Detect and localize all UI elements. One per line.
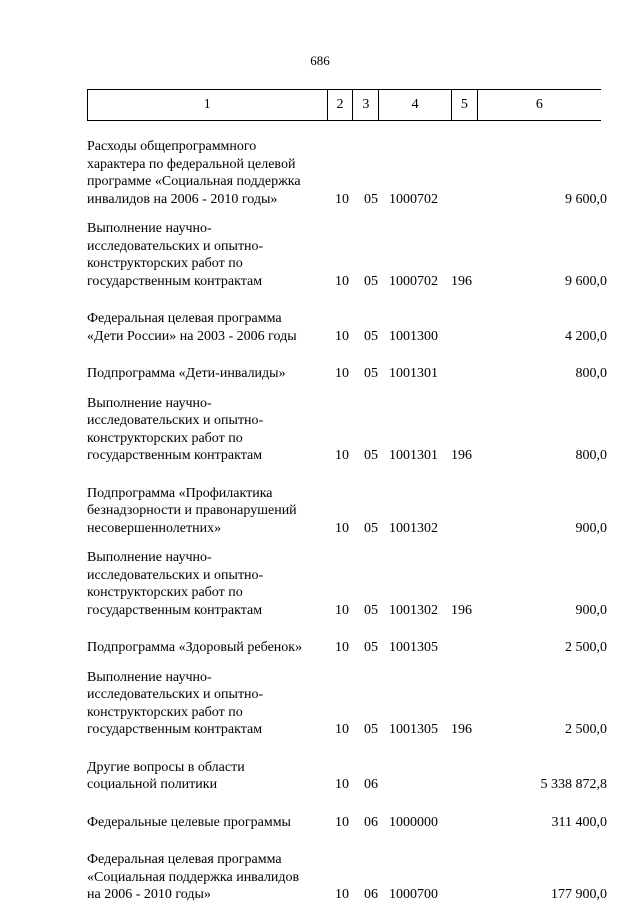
row-target-code: 1000000	[389, 814, 438, 830]
row-expense-type: 196	[451, 722, 472, 737]
row-section: 10	[335, 602, 349, 618]
row-target-code: 1001305	[389, 640, 438, 655]
row-amount: 800,0	[575, 366, 607, 381]
row-name: Федеральные целевые программы	[87, 814, 291, 830]
row-subsection: 05	[364, 191, 378, 207]
row-section: 10	[335, 273, 349, 289]
row-expense-type: 196	[451, 448, 472, 463]
row-amount: 4 200,0	[565, 328, 607, 344]
row-amount: 177 900,0	[551, 887, 607, 902]
row-name: Выполнение научно- исследовательских и опытно- конструкторских работ по государственным контрактам	[87, 550, 264, 618]
row-target-code: 1000702	[389, 273, 438, 289]
row-amount: 2 500,0	[565, 722, 607, 737]
row-subsection: 05	[364, 722, 378, 737]
row-name: Выполнение научно- исследовательских и опытно- конструкторских работ по государственным контрактам	[87, 395, 264, 463]
header-col-1: 1	[88, 90, 328, 120]
row-amount: 311 400,0	[551, 814, 607, 830]
table-row	[87, 365, 607, 383]
header-col-4: 4	[379, 90, 452, 120]
row-amount: 800,0	[575, 448, 607, 463]
row-target-code: 1000702	[389, 191, 438, 207]
table-row	[87, 549, 607, 619]
row-subsection: 06	[364, 777, 378, 792]
table-header	[87, 89, 601, 121]
row-name: Выполнение научно- исследовательских и опытно- конструкторских работ по государственным контрактам	[87, 221, 264, 289]
table-body	[87, 138, 607, 904]
row-target-code: 1001301	[389, 448, 438, 463]
row-name: Федеральная целевая программа «Социальная поддержка инвалидов на 2006 - 2010 годы»	[87, 852, 300, 902]
row-name: Расходы общепрограммного характера по федеральной целевой программе «Социальная поддержка инвалидов на 2006 - 2010 годы»	[87, 139, 301, 207]
row-section: 10	[335, 328, 349, 344]
row-subsection: 05	[364, 366, 378, 381]
header-col-6: 6	[535, 97, 543, 113]
row-name: Подпрограмма «Дети-инвалиды»	[87, 366, 286, 381]
row-subsection: 05	[364, 448, 378, 463]
row-section: 10	[335, 520, 349, 536]
row-section: 10	[335, 814, 349, 830]
table-row	[87, 220, 607, 290]
header-col-2: 2	[328, 90, 354, 120]
row-section: 10	[335, 191, 349, 207]
header-col-3: 3	[353, 90, 379, 120]
row-section: 10	[335, 887, 349, 902]
row-amount: 9 600,0	[565, 191, 607, 207]
table-row	[87, 639, 607, 657]
table-row	[87, 138, 607, 208]
row-amount: 900,0	[575, 602, 607, 618]
row-subsection: 05	[364, 273, 378, 289]
row-subsection: 05	[364, 640, 378, 655]
row-amount: 5 338 872,8	[540, 777, 607, 792]
table-row	[87, 485, 607, 538]
page-number: 686	[310, 53, 330, 68]
row-name: Подпрограмма «Здоровый ребенок»	[87, 640, 303, 655]
row-subsection: 06	[364, 814, 378, 830]
row-amount: 900,0	[575, 520, 607, 536]
row-amount: 9 600,0	[565, 273, 607, 289]
row-subsection: 05	[364, 520, 378, 536]
row-target-code: 1001302	[389, 520, 438, 536]
header-col-5: 5	[452, 90, 478, 120]
row-section: 10	[335, 640, 349, 655]
row-name: Другие вопросы в области социальной политики	[87, 759, 245, 792]
row-subsection: 06	[364, 887, 378, 902]
row-name: Федеральная целевая программа «Дети России» на 2003 - 2006 годы	[87, 311, 297, 344]
table-row	[87, 395, 607, 465]
row-section: 10	[335, 722, 349, 737]
table-row	[87, 759, 607, 794]
row-amount: 2 500,0	[565, 640, 607, 655]
row-target-code: 1001300	[389, 328, 438, 344]
table-row	[87, 310, 607, 345]
table-row	[87, 814, 607, 832]
row-subsection: 05	[364, 328, 378, 344]
row-target-code: 1000700	[389, 887, 438, 902]
row-target-code: 1001302	[389, 602, 438, 618]
row-target-code: 1001301	[389, 366, 438, 381]
row-section: 10	[335, 777, 349, 792]
row-section: 10	[335, 448, 349, 463]
row-expense-type: 196	[451, 273, 472, 289]
row-name: Выполнение научно- исследовательских и опытно- конструкторских работ по государственным контрактам	[87, 669, 264, 737]
row-subsection: 05	[364, 602, 378, 618]
row-expense-type: 196	[451, 602, 472, 618]
table-row	[87, 851, 607, 904]
table-row	[87, 669, 607, 739]
row-section: 10	[335, 366, 349, 381]
row-name: Подпрограмма «Профилактика безнадзорности и правонарушений несовершеннолетних»	[87, 485, 297, 536]
row-target-code: 1001305	[389, 722, 438, 737]
